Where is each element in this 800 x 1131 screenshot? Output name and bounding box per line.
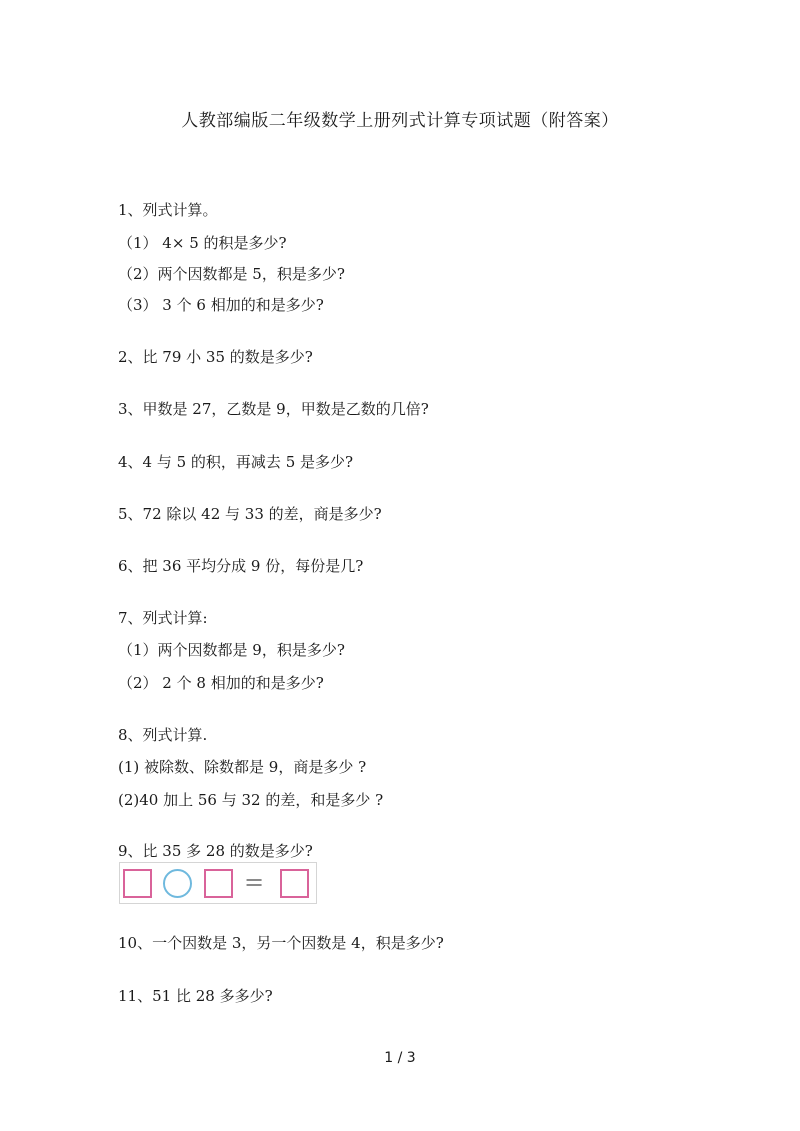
question-9: 9、比 35 多 28 的数是多少? (118, 842, 313, 860)
question-7-part-2: （2） 2 个 8 相加的和是多少? (118, 674, 324, 692)
answer-box-2[interactable] (204, 869, 233, 898)
question-1-part-3: （3） 3 个 6 相加的和是多少? (118, 296, 324, 314)
question-8-part-1: (1) 被除数、除数都是 9，商是多少 ? (118, 758, 367, 776)
question-1-part-1: （1） 4× 5 的积是多少? (118, 234, 287, 252)
question-1-part-2: （2）两个因数都是 5，积是多少? (118, 265, 345, 283)
page-number: 1 / 3 (384, 1050, 416, 1066)
question-6: 6、把 36 平均分成 9 份，每份是几? (118, 557, 364, 575)
question-3: 3、甲数是 27，乙数是 9，甲数是乙数的几倍? (118, 400, 429, 418)
question-7-stem: 7、列式计算: (118, 609, 208, 627)
question-5: 5、72 除以 42 与 33 的差，商是多少? (118, 505, 382, 523)
answer-box-result[interactable] (280, 869, 309, 898)
question-2: 2、比 79 小 35 的数是多少? (118, 348, 313, 366)
equation-template (119, 862, 317, 904)
answer-box-1[interactable] (123, 869, 152, 898)
question-8-part-2: (2)40 加上 56 与 32 的差，和是多少 ? (118, 791, 384, 809)
question-7-part-1: （1）两个因数都是 9，积是多少? (118, 641, 345, 659)
equals-sign: = (244, 868, 265, 896)
question-1-stem: 1、列式计算。 (118, 201, 218, 219)
question-10: 10、一个因数是 3，另一个因数是 4，积是多少? (118, 934, 444, 952)
question-8-stem: 8、列式计算. (118, 726, 208, 744)
page-title: 人教部编版二年级数学上册列式计算专项试题（附答案） (181, 111, 619, 131)
question-11: 11、51 比 28 多多少? (118, 987, 273, 1005)
question-4: 4、4 与 5 的积，再减去 5 是多少? (118, 453, 354, 471)
operator-circle[interactable] (163, 869, 192, 898)
